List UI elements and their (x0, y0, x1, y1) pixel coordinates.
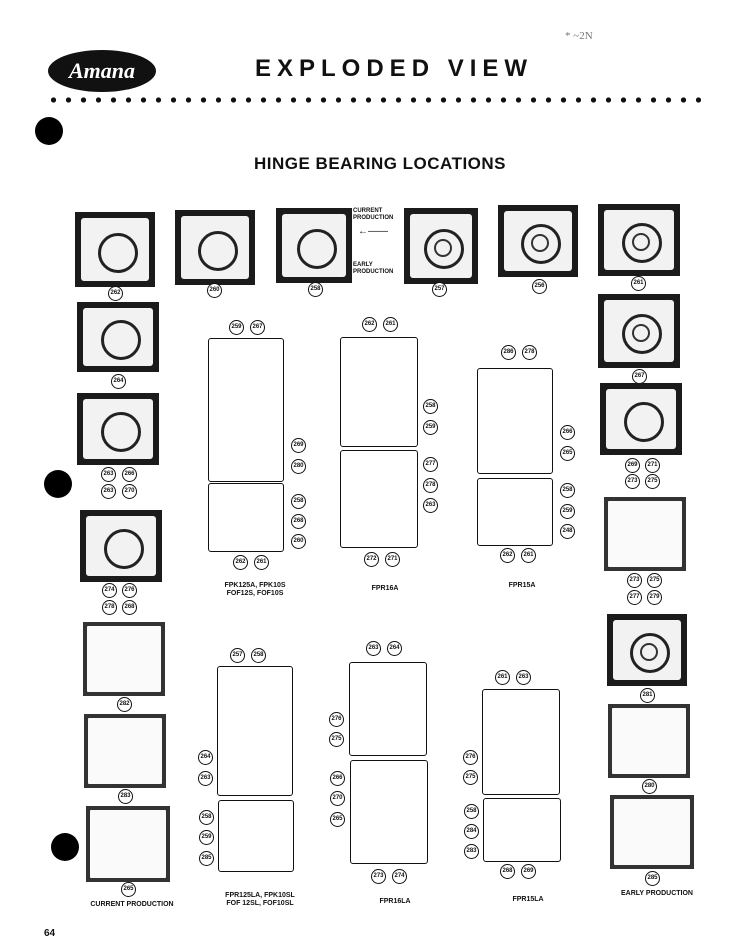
hinge-photo (498, 205, 578, 277)
freezer-door-outline (217, 666, 293, 796)
page-number: 64 (44, 928, 56, 939)
diagram-caption: FPR125LA, FPK10SL FOF 12SL, FOF10SL (225, 892, 295, 907)
dotted-divider (46, 96, 706, 104)
hinge-photo (77, 302, 159, 372)
part-badge: 277 (627, 590, 642, 605)
fresh-food-door-outline (208, 483, 284, 552)
part-badge: 271 (385, 552, 400, 567)
part-badge: 261 (383, 317, 398, 332)
caption-current-production: CURRENT PRODUCTION (90, 901, 174, 908)
part-badge: 258 (308, 282, 323, 297)
part-badge: 275 (645, 474, 660, 489)
hinge-photo (600, 383, 682, 455)
brand-text: Amana (68, 58, 136, 83)
hinge-photo (404, 208, 478, 284)
fresh-food-door-outline (483, 798, 561, 862)
freezer-door-outline (208, 338, 284, 482)
fresh-food-door-outline (477, 478, 553, 546)
part-badge: 273 (371, 869, 386, 884)
part-badge: 274 (102, 583, 117, 598)
fresh-food-door-outline (340, 450, 418, 548)
hinge-photo (83, 622, 165, 696)
part-badge: 258 (560, 483, 575, 498)
part-badge: 266 (122, 467, 137, 482)
hinge-photo (598, 204, 680, 276)
freezer-door-outline (477, 368, 553, 474)
part-badge: 263 (198, 771, 213, 786)
part-badge: 259 (229, 320, 244, 335)
arrow-left-icon: ←—— (358, 226, 388, 237)
part-badge: 263 (516, 670, 531, 685)
part-badge: 283 (464, 844, 479, 859)
diagram-caption: FPR16LA (379, 898, 411, 905)
part-badge: 277 (423, 457, 438, 472)
diagram-caption: FPR15LA (512, 896, 544, 903)
part-badge: 268 (122, 600, 137, 615)
hinge-photo (86, 806, 170, 882)
part-badge: 264 (387, 641, 402, 656)
part-badge: 278 (522, 345, 537, 360)
part-badge: 273 (625, 474, 640, 489)
part-badge: 264 (111, 374, 126, 389)
part-badge: 266 (330, 771, 345, 786)
part-badge: 275 (329, 732, 344, 747)
fresh-food-door-outline (350, 760, 428, 864)
part-badge: 258 (251, 648, 266, 663)
part-badge: 268 (291, 514, 306, 529)
part-badge: 280 (291, 459, 306, 474)
part-badge: 260 (291, 534, 306, 549)
part-badge: 282 (117, 697, 132, 712)
part-badge: 269 (521, 864, 536, 879)
part-badge: 281 (640, 688, 655, 703)
binder-hole (44, 470, 72, 498)
diagram-caption: FPK125A, FPK10S FOF12S, FOF10S (224, 582, 286, 597)
part-badge: 258 (423, 399, 438, 414)
part-badge: 278 (102, 600, 117, 615)
freezer-door-outline (349, 662, 427, 756)
part-badge: 263 (366, 641, 381, 656)
part-badge: 276 (463, 750, 478, 765)
early-production-note: EARLY PRODUCTION (353, 262, 394, 275)
part-badge: 259 (560, 504, 575, 519)
page-title: EXPLODED VIEW (255, 55, 534, 82)
part-badge: 256 (532, 279, 547, 294)
hinge-photo (80, 510, 162, 582)
part-badge: 262 (500, 548, 515, 563)
part-badge: 284 (464, 824, 479, 839)
part-badge: 270 (122, 484, 137, 499)
hinge-photo (84, 714, 166, 788)
part-badge: 266 (560, 425, 575, 440)
part-badge: 268 (500, 864, 515, 879)
diagram-caption: FPR16A (371, 585, 399, 592)
part-badge: 286 (501, 345, 516, 360)
part-badge: 270 (330, 791, 345, 806)
hinge-photo (77, 393, 159, 465)
part-badge: 258 (291, 494, 306, 509)
part-badge: 285 (199, 851, 214, 866)
freezer-door-outline (340, 337, 418, 447)
part-badge: 263 (101, 484, 116, 499)
part-badge: 278 (423, 478, 438, 493)
part-badge: 280 (642, 779, 657, 794)
hinge-photo (75, 212, 155, 287)
part-badge: 257 (230, 648, 245, 663)
hinge-photo (276, 208, 352, 283)
part-badge: 265 (121, 882, 136, 897)
part-badge: 248 (560, 524, 575, 539)
part-badge: 263 (101, 467, 116, 482)
amana-logo (48, 50, 156, 92)
part-badge: 262 (108, 286, 123, 301)
part-badge: 263 (423, 498, 438, 513)
part-badge: 258 (464, 804, 479, 819)
part-badge: 276 (329, 712, 344, 727)
part-badge: 262 (233, 555, 248, 570)
part-badge: 267 (250, 320, 265, 335)
part-badge: 261 (495, 670, 510, 685)
part-badge: 271 (645, 458, 660, 473)
part-badge: 276 (122, 583, 137, 598)
part-badge: 279 (647, 590, 662, 605)
section-subtitle: HINGE BEARING LOCATIONS (254, 154, 507, 173)
part-badge: 274 (392, 869, 407, 884)
hinge-photo (608, 704, 690, 778)
binder-hole (51, 833, 79, 861)
diagram-caption: FPR15A (508, 582, 536, 589)
part-badge: 273 (627, 573, 642, 588)
part-badge: 259 (423, 420, 438, 435)
part-badge: 262 (362, 317, 377, 332)
part-badge: 265 (330, 812, 345, 827)
freezer-door-outline (482, 689, 560, 795)
part-badge: 272 (364, 552, 379, 567)
hinge-photo (610, 795, 694, 869)
caption-early-production: EARLY PRODUCTION (621, 890, 693, 897)
part-badge: 269 (291, 438, 306, 453)
part-badge: 264 (198, 750, 213, 765)
hinge-photo (598, 294, 680, 368)
part-badge: 285 (645, 871, 660, 886)
part-badge: 275 (647, 573, 662, 588)
part-badge: 260 (207, 283, 222, 298)
part-badge: 283 (118, 789, 133, 804)
fresh-food-door-outline (218, 800, 294, 872)
binder-hole (35, 117, 63, 145)
part-badge: 261 (521, 548, 536, 563)
part-badge: 267 (632, 369, 647, 384)
current-production-note: CURRENT PRODUCTION (353, 208, 394, 221)
part-badge: 258 (199, 810, 214, 825)
hinge-photo (175, 210, 255, 285)
part-badge: 259 (199, 830, 214, 845)
part-badge: 261 (254, 555, 269, 570)
part-badge: 265 (560, 446, 575, 461)
part-badge: 257 (432, 282, 447, 297)
part-badge: 269 (625, 458, 640, 473)
ink-stamp: * ~2N (565, 30, 593, 42)
part-badge: 261 (631, 276, 646, 291)
hinge-photo (604, 497, 686, 571)
hinge-photo (607, 614, 687, 686)
part-badge: 275 (463, 770, 478, 785)
